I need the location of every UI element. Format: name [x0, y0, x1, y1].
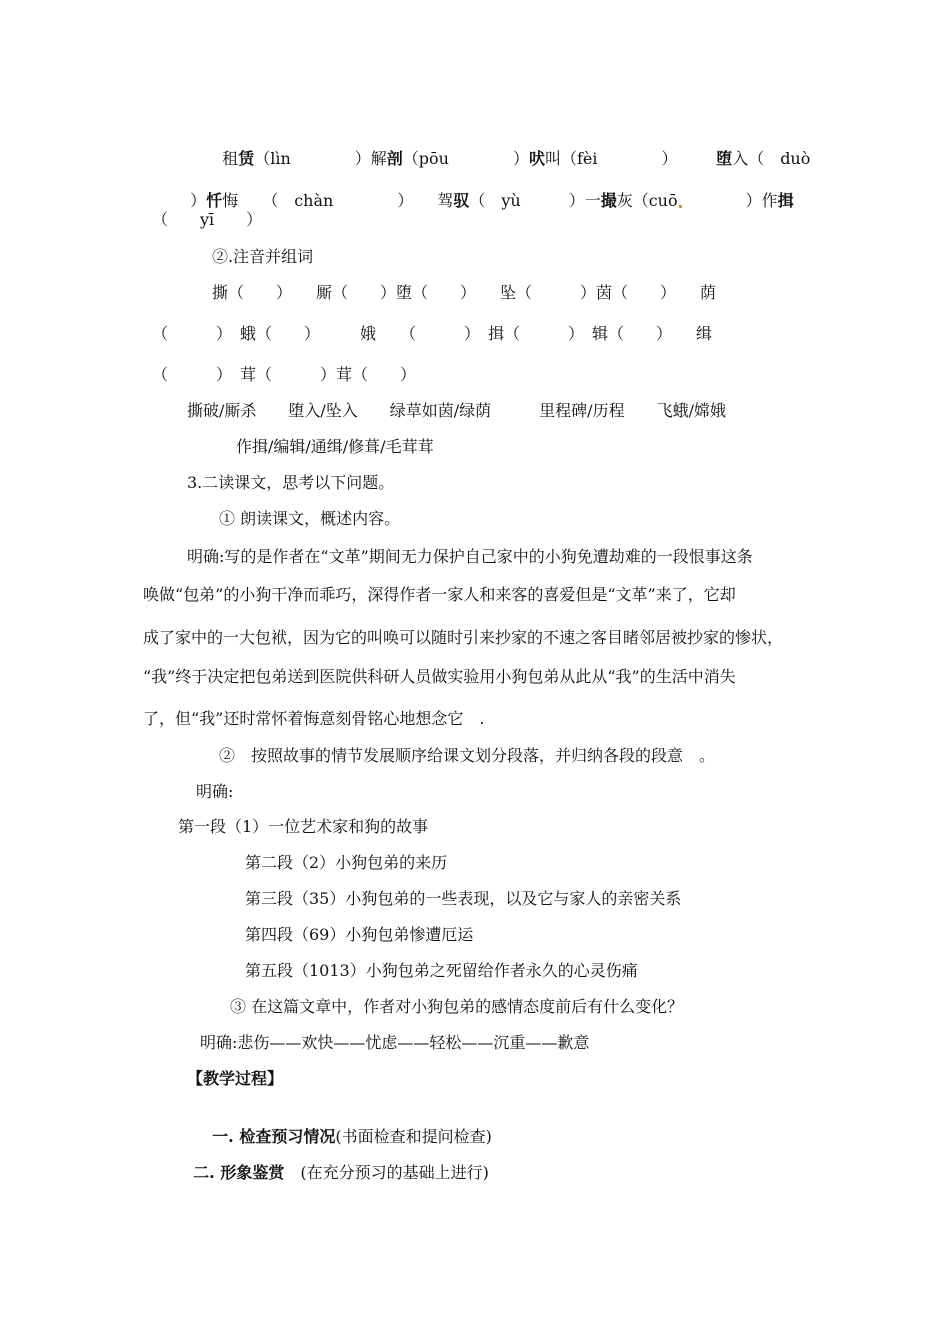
process-step-2-title: 二. 形象鉴赏: [193, 1163, 285, 1182]
word-answers-2: 作揖/编辑/通缉/修葺/毛茸茸: [236, 437, 434, 456]
pinyin-item-duo: 堕入（ duò: [716, 149, 811, 168]
paragraph-item: 第五段（1013）小狗包弟之死留给作者永久的心灵伤痛: [245, 961, 638, 980]
paragraph-item: 第三段（35）小狗包弟的一些表现，以及它与家人的亲密关系: [245, 889, 682, 908]
process-step-1-note: (书面检查和提问检查): [335, 1127, 492, 1146]
pinyin-item-fei: 吠叫（fèi ）: [528, 149, 678, 168]
process-step-2: [183, 1140, 489, 1182]
process-step-1: [202, 1104, 492, 1146]
answer-1-line-1: 明确:写的是作者在“文革”期间无力保护自己家中的小狗免遭劫难的一段恨事这条: [187, 547, 753, 566]
phonetic-row-2: （ ） 蛾（ ） 娥 （ ） 揖（ ） 辑（ ） 缉: [152, 324, 713, 343]
phonetic-row-3: （ ） 茸（ ）茸（ ）: [152, 365, 417, 384]
pinyin-item-yu: 驭（ yù ）一: [453, 191, 601, 210]
process-step-1-title: 一. 检查预习情况: [212, 1127, 336, 1146]
process-heading: 【教学过程】: [187, 1069, 284, 1088]
question-1: ① 朗读课文，概述内容。: [219, 509, 401, 528]
pinyin-row-2: [180, 168, 794, 210]
pinyin-item-yi: ）作揖: [681, 191, 794, 210]
section-3-heading: 3.二读课文，思考以下问题。: [187, 473, 395, 492]
phonetic-row-1: 撕（ ） 厮（ ）堕（ ） 坠（ ）茵（ ） 荫: [212, 283, 717, 302]
pinyin-item-lin: 租赁（lìn ）解: [222, 149, 387, 168]
answer-1-line-4: “我”终于决定把包弟送到医院供科研人员做实验用小狗包弟从此从“我”的生活中消失: [143, 667, 736, 686]
answer-1-line-3: 成了家中的一大包袱，因为它的叫唤可以随时引来抄家的不速之客目睹邻居被抄家的惨状，: [143, 628, 784, 647]
question-3: ③ 在这篇文章中，作者对小狗包弟的感情态度前后有什么变化？: [230, 997, 684, 1016]
process-step-2-note: (在充分预习的基础上进行): [284, 1163, 489, 1182]
answer-1-line-5: 了，但“我”还时常怀着悔意刻骨铭心地想念它 .: [143, 709, 485, 728]
answer-2-label: 明确:: [196, 782, 234, 801]
paragraph-item: 第二段（2）小狗包弟的来历: [245, 853, 448, 872]
answer-3: 明确:悲伤——欢快——忧虑——轻松——沉重——歉意: [200, 1033, 590, 1052]
pinyin-row-1: [212, 126, 678, 168]
pinyin-item-pou: 剖（pōu ）: [386, 149, 529, 168]
section-2-heading: ②.注音并组词: [212, 247, 314, 266]
pinyin-item-chan: ）忏悔 （ chàn ） 驾: [190, 191, 454, 210]
pinyin-row-3: （ yī ）: [152, 210, 263, 229]
paragraph-item: 第一段（1）一位艺术家和狗的故事: [178, 817, 429, 836]
word-answers-1: 撕破/厮杀 堕入/坠入 绿草如茵/绿荫 里程碑/历程 飞蛾/嫦娥: [187, 401, 726, 420]
answer-1-line-2: 唤做“包弟”的小狗干净而乖巧，深得作者一家人和来客的喜爱但是“文革”来了，它却: [143, 585, 736, 604]
question-2: ② 按照故事的情节发展顺序给课文划分段落，并归纳各段的段意 。: [219, 746, 716, 765]
paragraph-item: 第四段（69）小狗包弟惨遭厄运: [245, 925, 474, 944]
pinyin-item-cuo: 撮灰（cuō: [600, 191, 678, 210]
